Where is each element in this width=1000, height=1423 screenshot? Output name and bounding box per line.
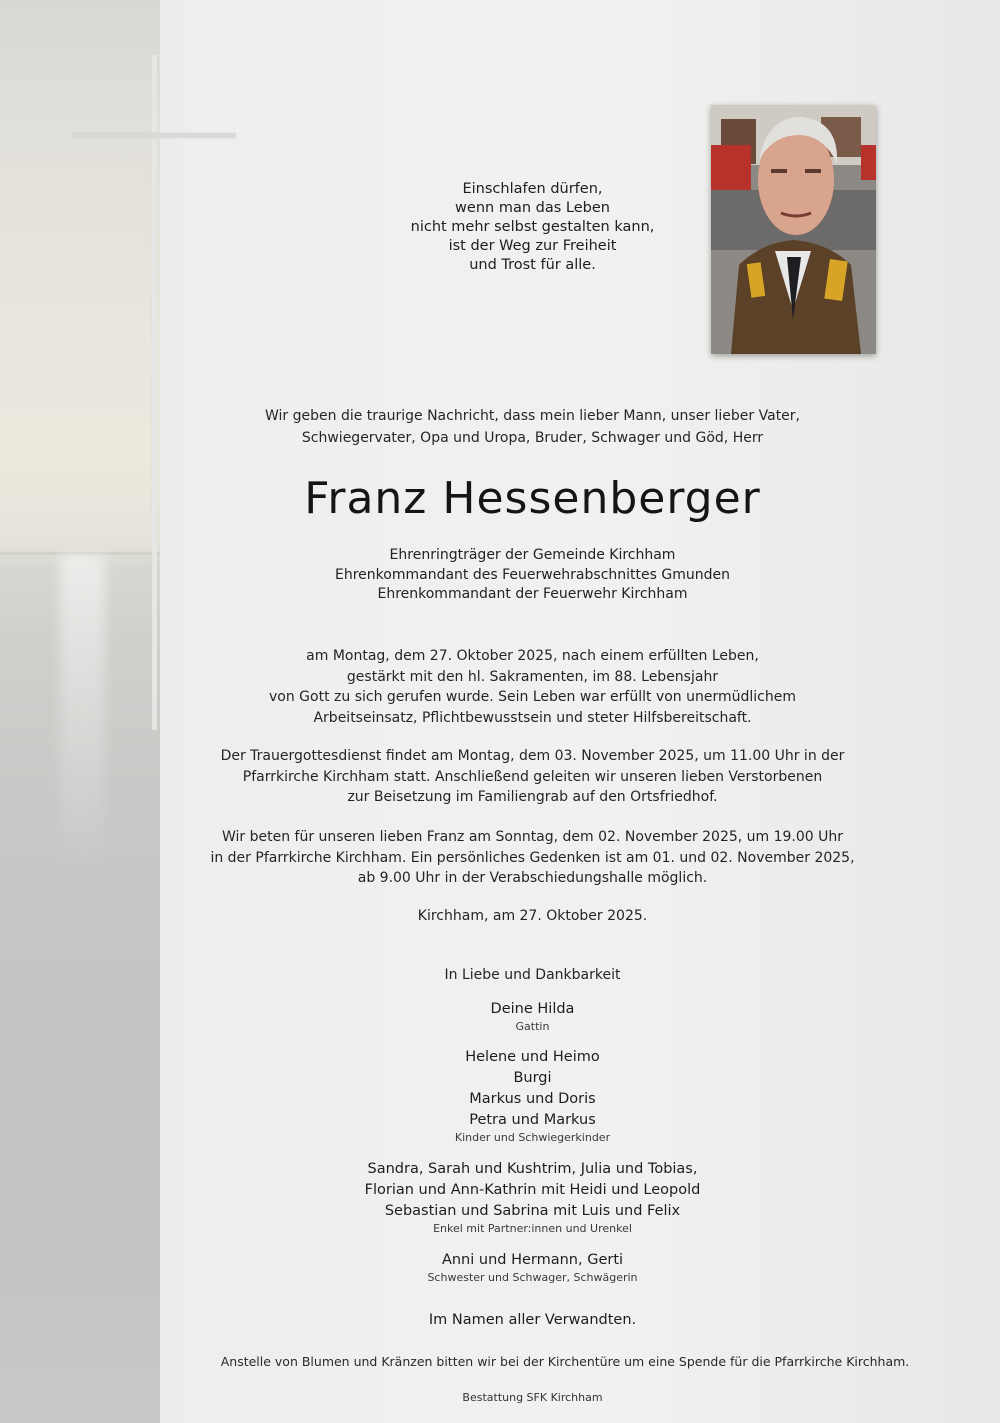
family-names: Deine Hilda xyxy=(490,1001,575,1017)
family-names: Sandra, Sarah und Kushtrim, Julia und Tobias, xyxy=(367,1161,698,1177)
undertaker-name: Bestattung SFK Kirchham xyxy=(462,1391,603,1404)
place-date: Kirchham, am 27. Oktober 2025. xyxy=(417,908,648,924)
paragraph-line: von Gott zu sich gerufen wurde. Sein Leben war erfüllt von unermüdlichem xyxy=(269,689,796,705)
service-paragraph xyxy=(180,746,885,808)
family-relation: Enkel mit Partner:innen und Urenkel xyxy=(433,1222,632,1235)
poem-line: wenn man das Leben xyxy=(455,200,610,216)
title-line: Ehrenkommandant der Feuerwehr Kirchham xyxy=(377,586,688,602)
paragraph-line: Pfarrkirche Kirchham statt. Anschließend geleiten wir unseren lieben Verstorbenen xyxy=(242,768,823,785)
poem-line: und Trost für alle. xyxy=(469,257,596,273)
family-names: Sebastian und Sabrina mit Luis und Felix xyxy=(384,1203,681,1219)
poem-line: ist der Weg zur Freiheit xyxy=(448,238,617,254)
family-group-spouse xyxy=(180,999,885,1034)
family-relation: Gattin xyxy=(515,1020,550,1033)
sunset-sea-panel xyxy=(0,0,160,1423)
cross-icon-horizontal xyxy=(72,133,236,138)
title-line: Ehrenringträger der Gemeinde Kirchham xyxy=(389,547,676,563)
family-names: Florian und Ann-Kathrin mit Heidi und Leopold xyxy=(364,1182,701,1198)
prayer-paragraph xyxy=(180,827,885,889)
family-group-children xyxy=(180,1047,885,1145)
paragraph-line: Der Trauergottesdienst findet am Montag, dem 03. November 2025, um 11.00 Uhr in der xyxy=(220,748,845,764)
love-line: In Liebe und Dankbarkeit xyxy=(444,967,621,983)
poem-line: Einschlafen dürfen, xyxy=(462,181,603,197)
family-relation: Schwester und Schwager, Schwägerin xyxy=(427,1271,638,1284)
title-line: Ehrenkommandant des Feuerwehrabschnittes Gmunden xyxy=(335,566,730,583)
paragraph-line: in der Pfarrkirche Kirchham. Ein persönliches Gedenken ist am 01. und 02. November 2025, xyxy=(210,849,855,866)
family-relation: Kinder und Schwiegerkinder xyxy=(454,1131,611,1144)
family-group-grandchildren xyxy=(180,1159,885,1236)
family-names: Burgi xyxy=(513,1070,552,1086)
paragraph-line: ab 9.00 Uhr in der Verabschiedungshalle möglich. xyxy=(357,870,708,886)
intro-line: Wir geben die traurige Nachricht, dass mein lieber Mann, unser lieber Vater, xyxy=(264,408,801,424)
deceased-name: Franz Hessenberger xyxy=(304,473,761,524)
honorary-titles xyxy=(180,546,885,605)
family-names: Petra und Markus xyxy=(469,1112,596,1128)
paragraph-line: zur Beisetzung im Familiengrab auf den Ortsfriedhof. xyxy=(347,789,718,805)
paragraph-line: am Montag, dem 27. Oktober 2025, nach einem erfüllten Leben, xyxy=(306,648,759,664)
closing-line: Im Namen aller Verwandten. xyxy=(428,1312,637,1328)
poem xyxy=(180,180,885,275)
cross-icon-vertical xyxy=(152,55,157,730)
family-names: Anni und Hermann, Gerti xyxy=(441,1252,624,1268)
donation-note: Anstelle von Blumen und Kränzen bitten wir bei der Kirchentüre um eine Spende für die Pfarrkirche Kirchham. xyxy=(220,1354,910,1369)
intro-line: Schwiegervater, Opa und Uropa, Bruder, Schwager und Göd, Herr xyxy=(301,430,764,446)
sun-reflection xyxy=(60,555,105,875)
paragraph-line: Wir beten für unseren lieben Franz am Sonntag, dem 02. November 2025, um 19.00 Uhr xyxy=(221,829,844,845)
family-names: Helene und Heimo xyxy=(465,1049,600,1065)
paragraph-line: gestärkt mit den hl. Sakramenten, im 88. Lebensjahr xyxy=(346,668,719,685)
paragraph-line: Arbeitseinsatz, Pflichtbewusstsein und steter Hilfsbereitschaft. xyxy=(313,709,752,726)
family-names: Markus und Doris xyxy=(469,1091,596,1107)
family-group-siblings xyxy=(180,1250,885,1285)
death-paragraph xyxy=(180,646,885,728)
poem-line: nicht mehr selbst gestalten kann, xyxy=(410,219,655,235)
announcement-intro xyxy=(180,405,885,449)
